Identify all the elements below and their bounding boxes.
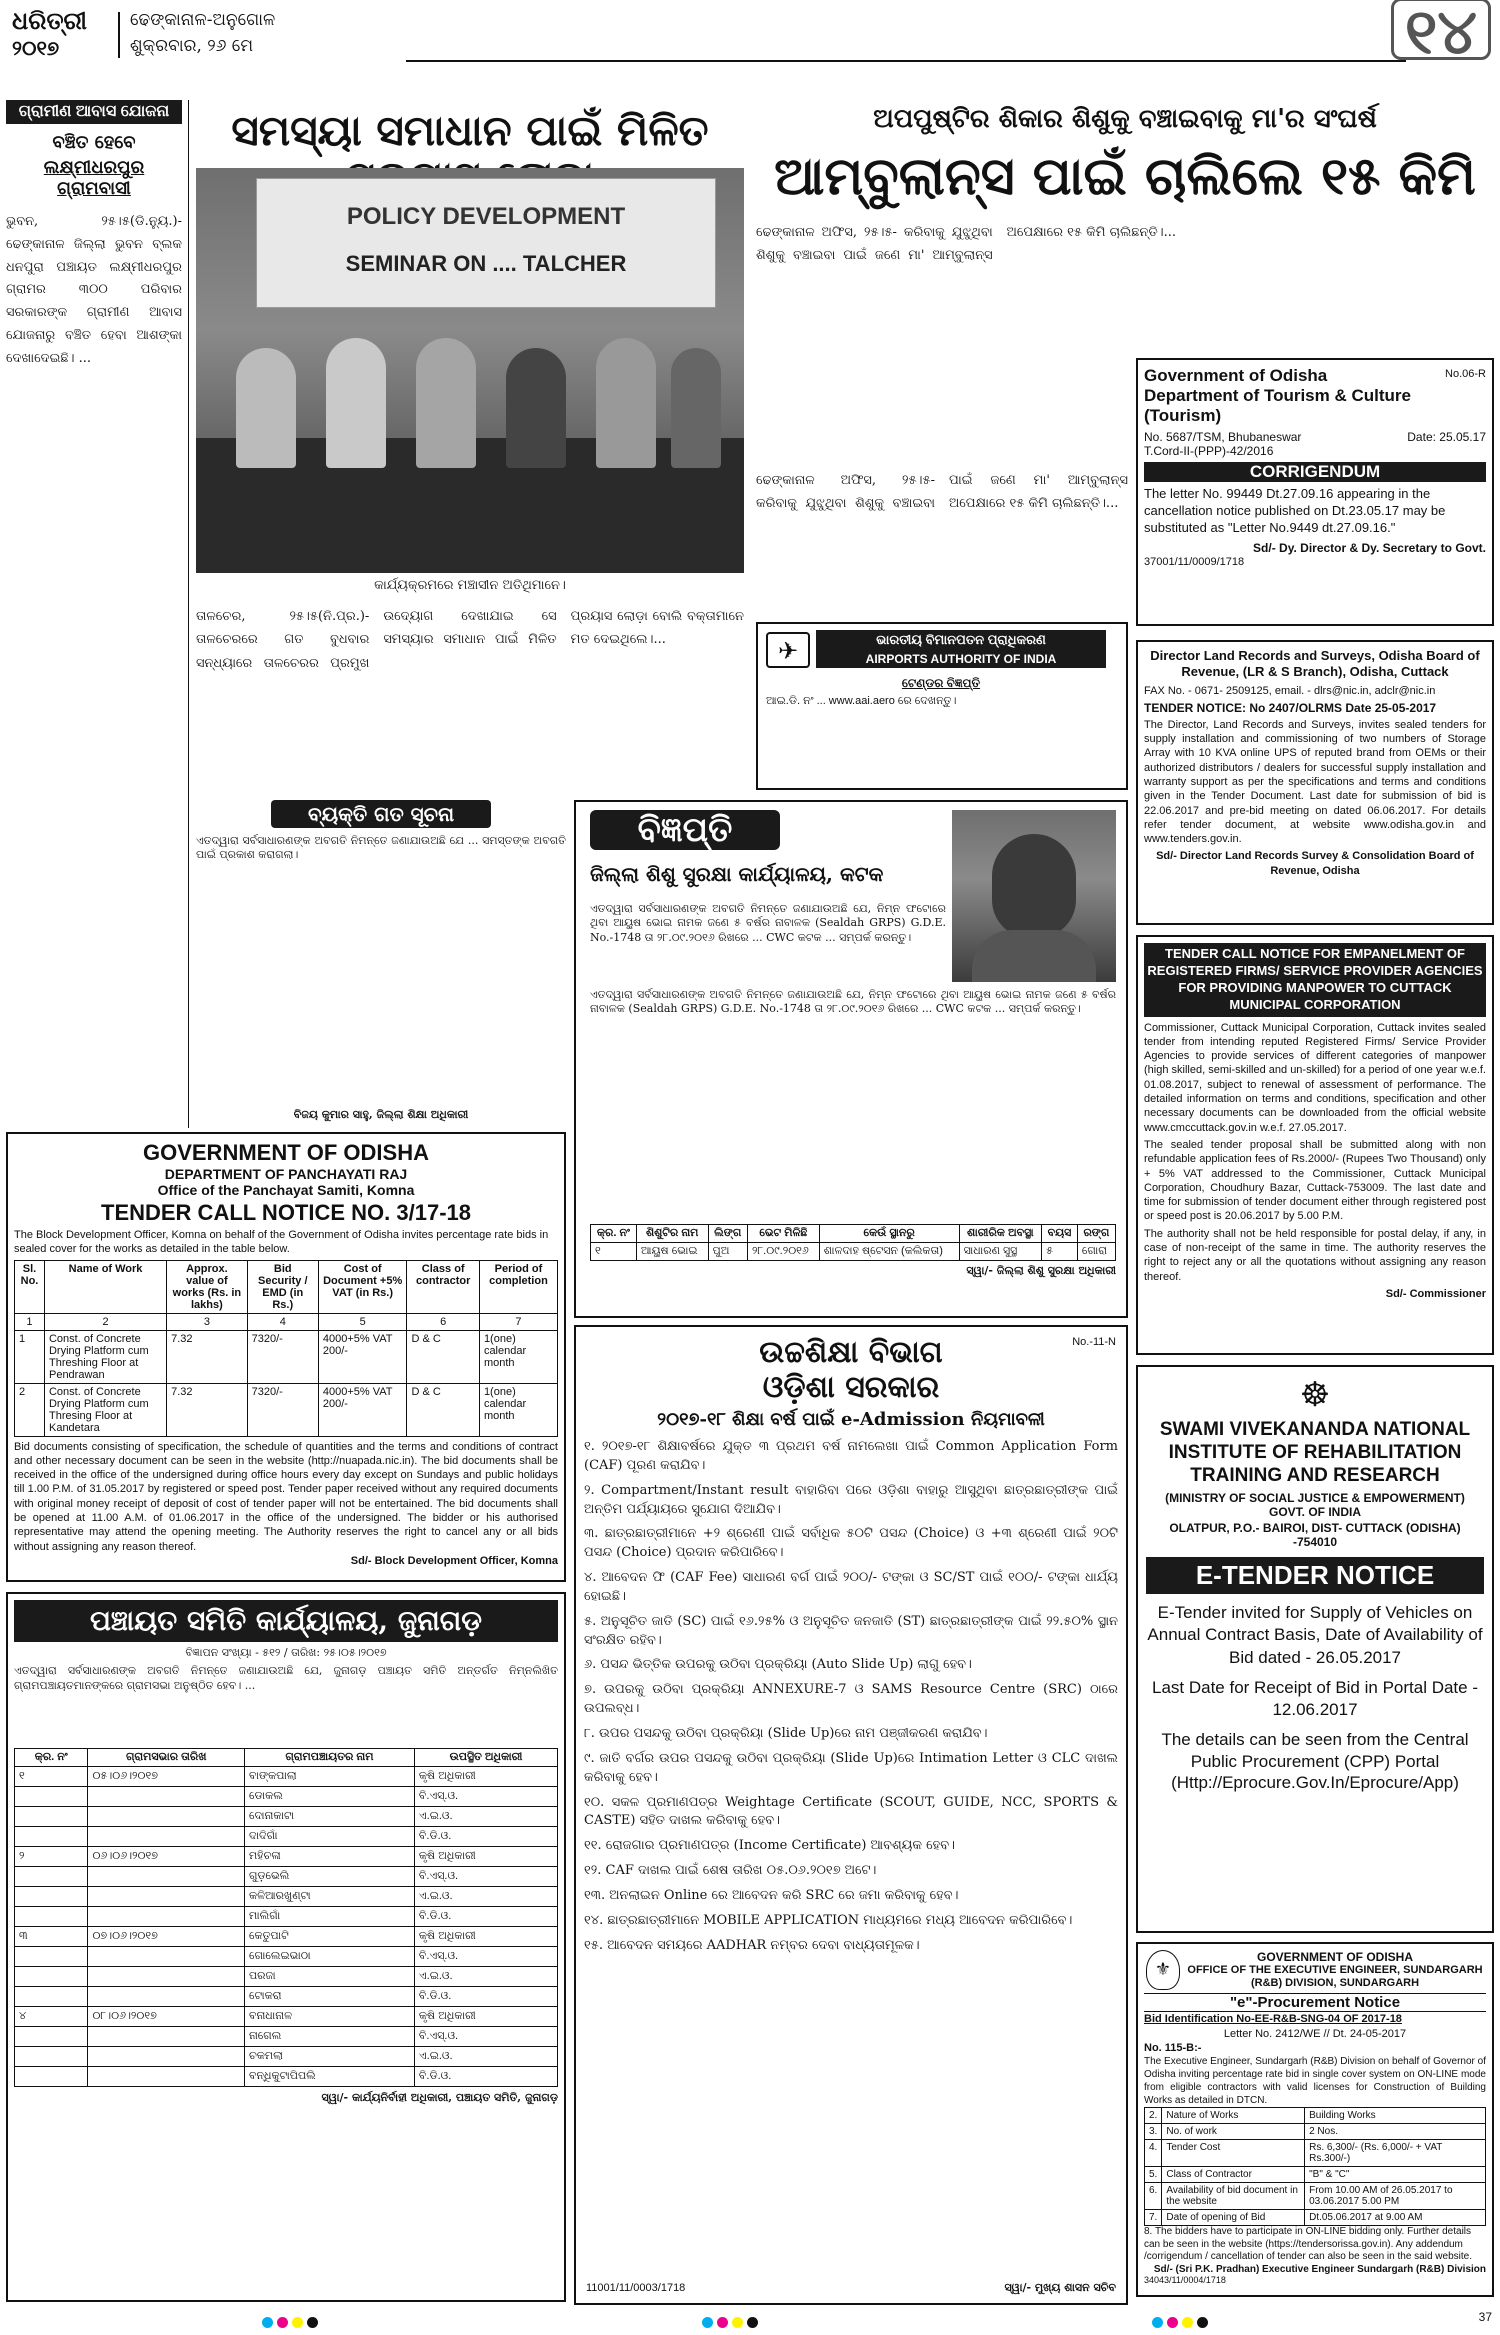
list-item: ୩. ଛାତ୍ରଛାତ୍ରୀମାନେ +୨ ଶ୍ରେଣୀ ପାଇଁ ସର୍ବାଧିକ ୫୦ଟି ପସନ୍ଦ (Choice) ଓ +୩ ଶ୍ରେଣୀ ପାଇଁ ୨୦ଟି ପସନ୍ଦ (Choice) ପ୍ରଦାନ କରିପାରିବେ। bbox=[584, 1526, 1118, 1561]
lead-body: ଭୁବନ, ୨୫।୫(ଡି.ନ୍ୟୁ.)- ଢେଙ୍କାନାଳ ଜିଲ୍ଲା ଭୁବନ ବ୍ଲକ ଧନପୁରା ପଞ୍ଚାୟତ ଲକ୍ଷ୍ମୀଧରପୁର ଗ୍ରାମର ୩୦୦ ପରିବାର ସରକାରଙ୍କ ଗ୍ରାମୀଣ ଆବାସ ଯୋଜନାରୁ ବଞ୍ଚିତ ହେବା ଆଶଙ୍କା ଦେଖାଦେଇଛି। ... bbox=[6, 214, 182, 366]
tourism-dept: Department of Tourism & Culture (Tourism) bbox=[1144, 386, 1411, 425]
table-row: 6. Availability of bid document in the website From 10.00 AM of 26.05.2017 to 03.06.2017 5.00 PM bbox=[1145, 2183, 1486, 2210]
table-row: ମାଲିଗାଁ ବି.ଡି.ଓ. bbox=[15, 1907, 558, 1927]
svnirtar-notice bbox=[1136, 1365, 1494, 1933]
list-item: ୧. ୨୦୧୭-୧୮ ଶିକ୍ଷାବର୍ଷରେ ଯୁକ୍ତ ୩ ପ୍ରଥମ ବର୍ଷ ନାମଲେଖା ପାଇଁ Common Application Form (CAF) ପୂରଣ କରାଯିବ। bbox=[584, 1439, 1118, 1473]
ambulance-body-lower: ଢେଙ୍କାନାଳ ଅଫିସ, ୨୫।୫- କରିବାକୁ ଯୁଝୁଥିବା ଶିଶୁକୁ ବଞ୍ଚାଇବା ପାଇଁ ଜଣେ ମା' ଆମ୍ବୁଲାନ୍ସ ଅପେକ୍ଷାରେ ୧୫ କିମି ଚାଲିଛନ୍ତି।... bbox=[756, 473, 1128, 511]
masthead-date: ଶୁକ୍ରବାର, ୨୬ ମେ bbox=[130, 36, 254, 56]
aai-body: ଆଇ.ଡି. ନଂ ... www.aai.aero ରେ ଦେଖନ୍ତୁ। bbox=[766, 695, 957, 707]
child-th: ଶାରୀରିକ ଅବସ୍ଥା bbox=[959, 1225, 1042, 1243]
table-row: କଳିଆରଖୁଣ୍ଟା ଏ.ଇ.ଓ. bbox=[15, 1887, 558, 1907]
list-item: ୧୫. ଆବେଦନ ସମୟରେ AADHAR ନମ୍ବର ଦେବା ବାଧ୍ୟତାମୂଳକ। bbox=[584, 1937, 920, 1953]
komna-notice bbox=[6, 1132, 566, 1582]
ambulance-body: ଢେଙ୍କାନାଳ ଅଫିସ, ୨୫।୫- କରିବାକୁ ଯୁଝୁଥିବା ଶିଶୁକୁ ବଞ୍ଚାଇବା ପାଇଁ ଜଣେ ମା' ଆମ୍ବୁଲାନ୍ସ ଅପେକ୍ଷାରେ ୧୫ କିମି ଚାଲିଛନ୍ତି।... bbox=[756, 225, 1176, 263]
list-item: ୧୦. ସକଳ ପ୍ରମାଣପତ୍ର Weightage Certificate (SCOUT, GUIDE, NCC, SPORTS & CASTE) ସହିତ ଦାଖଲ କରିବାକୁ ହେବ। bbox=[584, 1794, 1118, 1829]
table-row: ଦୋନାକାଟା ଏ.ଇ.ଓ. bbox=[15, 1807, 558, 1827]
komna-heading: TENDER CALL NOTICE NO. 3/17-18 bbox=[101, 1200, 471, 1225]
aai-logo-icon: ✈ bbox=[766, 632, 810, 668]
table-row: 4. Tender Cost Rs. 6,300/- (Rs. 6,000/- + VAT Rs.300/-) bbox=[1145, 2140, 1486, 2167]
table-row: ଟୋକରା ବି.ଡି.ଓ. bbox=[15, 1987, 558, 2007]
child-th: ଭେଟ ମିଳିଛି bbox=[747, 1225, 819, 1243]
table-row: ପରଜା ଏ.ଇ.ଓ. bbox=[15, 1967, 558, 1987]
tourism-letter: No. 5687/TSM, Bhubaneswar bbox=[1144, 430, 1302, 444]
komna-body: Bid documents consisting of specification, the schedule of quantities and the terms and conditions of contract and other necessary document can be seen in the website (http://nuapada.nic.in). The bid documents shall be received in the office of the undersigned during office hours every day except on Sundays and public holidays till 1.00 P.M. of 31.05.2017 by registered or speed post. Tender paper received without any required documents with original money receipt of deposit of cost of tender paper will not be entertained. The bid documents shall be opened at 11.00 A.M. of 01.06.2017 in the office of the undersigned. The bidder or his authorised representative may attend the opening meeting. The Authority reserves the right to cancel any or all bids without assigning any reason thereof. bbox=[14, 1440, 558, 1553]
child-body-full: ଏତଦ୍ୱାରା ସର୍ବସାଧାରଣଙ୍କ ଅବଗତି ନିମନ୍ତେ ଜଣାଯାଉଅଛି ଯେ, ନିମ୍ନ ଫଟୋରେ ଥିବା ଆୟୁଷ ଭୋଇ ନାମକ ଜଣେ ୫ ବର୍ଷର ନାବାଳକ (Sealdah GRPS) G.D.E. No.-1748 ତା ୨୮.୦୯.୨୦୧୬ ରିଖରେ ... CWC କଟକ ... ସମ୍ପର୍କ କରନ୍ତୁ। bbox=[590, 988, 1116, 1016]
junagarh-table: କ୍ର. ନଂ ଗ୍ରାମସଭାର ତାରିଖ ଗ୍ରାମପଞ୍ଚାୟତର ନାମ ଉପସ୍ଥିତ ଅଧିକାରୀ ୧ ୦୫।୦୬।୨୦୧୭ ବାଙ୍କପାଲା କୃଷି ଅଧିକାରୀ ଡୋକଲ ବି.ଏସ୍.ଓ. ଦୋନାକାଟା ଏ.ଇ.ଓ. ଦାଦିଗାଁ ବି.ଡି.ଓ. ୨ ୦୬।୦୬।୨୦୧୭ ମହିଚଳା କୃଷି ଅଧିକାରୀ ଗୁଡ଼ଭେଲି ବି.ଏସ୍.ଓ. କଳିଆରଖୁଣ୍ଟା ଏ.ଇ.ଓ. ମାଲିଗାଁ ବି.ଡି.ଓ. ୩ ୦୭।୦୬।୨୦୧୭ କେତୁପାଟି କୃଷି ଅଧିକାରୀ ଗୋଲେଇଭାଠା ବି.ଏସ୍.ଓ. ପରଜା ଏ.ଇ.ଓ. ଟୋକରା ବି.ଡି.ଓ. ୪ ୦୮।୦୬।୨୦୧୭ ବନାଧାନାଳ କୃଷି ଅଧିକାରୀ ନାଗେଲ ବି.ଏସ୍.ଓ. ଚକମଲା ଏ.ଇ.ଓ. ବନ୍ଧିକୁଟାପିପଲି ବି.ଡି.ଓ. bbox=[14, 1748, 558, 2087]
svnirtar-url: (Http://Eprocure.Gov.In/Eprocure/App) bbox=[1171, 1773, 1459, 1793]
seminar-story-body: ତାଳଚେର, ୨୫।୫(ନି.ପ୍ର.)- ତାଳଚେରରେ ଗତ ବୁଧବାର ସନ୍ଧ୍ୟାରେ ତାଳଚେରର ପ୍ରମୁଖ ଉଦ୍ୟୋଗ ଦେଖାଯାଇ ସେ ସମସ୍ୟାର ସମାଧାନ ପାଇଁ ମିଳିତ ପ୍ରୟାସ ଲୋଡ଼ା ବୋଲି ବକ୍ତାମାନେ ମତ ଦେଇଥିଲେ।... bbox=[196, 609, 744, 671]
list-item: ୬. ପସନ୍ଦ ଭିତ୍ତିକ ଉପରକୁ ଉଠିବା ପ୍ରକ୍ରିୟା (Auto Slide Up) ଲାଗୁ ହେବ। bbox=[584, 1657, 972, 1673]
sundargarh-notice bbox=[1136, 1942, 1494, 2297]
komna-table: Sl. No. Name of Work Approx. value of works (Rs. in lakhs) Bid Security / EMD (in Rs.) Cost of Document +5% VAT (in Rs.) Class of contractor Period of completion 1 2 3 4 5 6 7 1 Const. of Concrete Drying Platform cum Threshing Floor at Pendrawan 7.32 7320/- 4000+5% VAT 200/- D & C 1(one) calendar month 2 Const. of Concrete Drying Platform cum Thresing Floor at Kandetara 7.32 7320/- 4000+5% VAT 200/- D & C 1(one) calendar month bbox=[14, 1260, 558, 1437]
list-item: ୧୩. ଅନଲାଇନ Online ରେ ଆବେଦନ କରି SRC ରେ ଜମା କରିବାକୁ ହେବ। bbox=[584, 1887, 959, 1903]
komna-office: Office of the Panchayat Samiti, Komna bbox=[157, 1182, 415, 1198]
table-row: ଗୋଲେଇଭାଠା ବି.ଏସ୍.ଓ. bbox=[15, 1947, 558, 1967]
ambulance-kicker: ଅପପୁଷ୍ଟିର ଶିକାର ଶିଶୁକୁ ବଞ୍ଚାଇବାକୁ ମା'ର ସଂଘର୍ଷ bbox=[873, 104, 1377, 134]
section-label: ଗ୍ରାମୀଣ ଆବାସ ଯୋଜନା bbox=[6, 100, 182, 124]
list-item: ୧୪. ଛାତ୍ରଛାତ୍ରୀମାନେ MOBILE APPLICATION ମାଧ୍ୟମରେ ମଧ୍ୟ ଆବେଦନ କରିପାରିବେ। bbox=[584, 1912, 1073, 1928]
aai-notice bbox=[756, 622, 1128, 790]
junagarh-body: ଏତଦ୍ୱାରା ସର୍ବସାଧାରଣଙ୍କ ଅବଗତି ନିମନ୍ତେ ଜଣାଯାଉଅଛି ଯେ, ଜୁନାଗଡ଼ ପଞ୍ଚାୟତ ସମିତି ଅନ୍ତର୍ଗତ ନିମ୍ନଲିଖିତ ଗ୍ରାମପଞ୍ଚାୟତମାନଙ୍କରେ ଗ୍ରାମସଭା ଅନୁଷ୍ଠିତ ହେବ। ... bbox=[14, 1664, 558, 1692]
junagarh-notice bbox=[6, 1592, 566, 2302]
komna-gov: GOVERNMENT OF ODISHA bbox=[142, 1140, 429, 1165]
table-row: 1 Const. of Concrete Drying Platform cum Threshing Floor at Pendrawan 7.32 7320/- 4000+5% VAT 200/- D & C 1(one) calendar month bbox=[15, 1330, 558, 1383]
list-item: ୭. ଉପରକୁ ଉଠିବା ପ୍ରକ୍ରିୟା ANNEXURE-7 ଓ SAMS Resource Centre (SRC) ଠାରେ ଉପଲବ୍ଧ। bbox=[584, 1682, 1118, 1717]
photo-caption: କାର୍ଯ୍ୟକ୍ରମରେ ମଞ୍ଚାସୀନ ଅତିଥିମାନେ। bbox=[374, 578, 566, 593]
svnirtar-address: OLATPUR, P.O.- BAIROI, DIST- CUTTACK (ODISHA) -754010 bbox=[1169, 1521, 1461, 1550]
table-row: ୩ ୦୭।୦୬।୨୦୧୭ କେତୁପାଟି କୃଷି ଅଧିକାରୀ bbox=[15, 1927, 558, 1947]
sundargarh-sign: Sd/- (Sri P.K. Pradhan) Executive Engineer Sundargarh (R&B) Division bbox=[1153, 2263, 1486, 2275]
child-sign: ସ୍ୱା/- ଜିଲ୍ଲା ଶିଶୁ ସୁରକ୍ଷା ଅଧିକାରୀ bbox=[966, 1264, 1116, 1277]
svnirtar-name: SWAMI VIVEKANANDA NATIONAL INSTITUTE OF REHABILITATION TRAINING AND RESEARCH bbox=[1159, 1419, 1471, 1486]
personal-body: ଏତଦ୍ୱାରା ସର୍ବସାଧାରଣଙ୍କ ଅବଗତି ନିମନ୍ତେ ଜଣାଯାଉଅଛି ଯେ ... ସମସ୍ତଙ୍କ ଅବଗତି ପାଇଁ ପ୍ରକାଶ କରାଗଲା। bbox=[196, 834, 566, 862]
child-th: ଲିଙ୍ଗ bbox=[708, 1225, 747, 1243]
sundargarh-letter: Letter No. 2412/WE // Dt. 24-05-2017 bbox=[1223, 2027, 1407, 2040]
sundargarh-office: OFFICE OF THE EXECUTIVE ENGINEER, SUNDARGARH (R&B) DIVISION, SUNDARGARH bbox=[1187, 1964, 1483, 1990]
svnirtar-logo-icon: ☸ bbox=[1299, 1375, 1331, 1415]
dlrs-notice bbox=[1136, 640, 1494, 925]
child-photo bbox=[952, 810, 1116, 982]
tourism-sign: Sd/- Dy. Director & Dy. Secretary to Govt. bbox=[1253, 540, 1486, 555]
child-notice bbox=[574, 800, 1128, 1318]
ambulance-headline: ଆମ୍ବୁଲାନ୍ସ ପାଇଁ ଚାଲିଲେ ୧୫ କିମି bbox=[774, 146, 1476, 207]
cmc-notice bbox=[1136, 935, 1494, 1355]
dlrs-contact: FAX No. - 0671- 2509125, email. - dlrs@nic.in, adclr@nic.in bbox=[1144, 684, 1436, 697]
svnirtar-body-2: Last Date for Receipt of Bid in Portal Date - 12.06.2017 bbox=[1152, 1677, 1478, 1719]
cmc-sign: Sd/- Commissioner bbox=[1385, 1287, 1486, 1300]
list-item: ୯. ଜାତି ବର୍ଗର ଉପର ପସନ୍ଦକୁ ଉଠିବା ପ୍ରକ୍ରିୟା (Slide Up)ରେ Intimation Letter ଓ CLC ଦାଖଲ କରିବାକୁ ହେବ। bbox=[584, 1750, 1118, 1785]
black-dot bbox=[307, 2317, 318, 2328]
child-th: ବୟସ bbox=[1042, 1225, 1078, 1243]
table-row: ନାଗେଲ ବି.ଏସ୍.ଓ. bbox=[15, 2027, 558, 2047]
sundargarh-code: 34043/11/0004/1718 bbox=[1144, 2274, 1226, 2285]
cmc-body-2: The sealed tender proposal shall be submitted along with non refundable application fees of Rs.2000/- (Rupees Two Thousand) only + 5% VAT addressed to the Commissioner, Cuttack Municipal Corporation, Choudhury Bazar, Cuttack-753009. The last date and time for submission of tender document either through registered post or speed post is 20.06.2017 by 5.00 P.M. bbox=[1144, 1138, 1486, 1223]
table-row: 5. Class of Contractor "B" & "C" bbox=[1145, 2167, 1486, 2183]
junagarh-ref: ବିଜ୍ଞାପନ ସଂଖ୍ୟା - ୫୧୨ / ତାରିଖ: ୨୫।୦୫।୨୦୧୭ bbox=[185, 1646, 387, 1659]
junagarh-heading: ପଞ୍ଚାୟତ ସମିତି କାର୍ଯ୍ୟାଳୟ, ଜୁନାଗଡ଼ bbox=[14, 1600, 558, 1642]
magenta-dot bbox=[277, 2317, 288, 2328]
seminar-photo bbox=[196, 168, 744, 573]
komna-intro: The Block Development Officer, Komna on behalf of the Government of Odisha invites percentage rate bids in sealed cover for the works as detailed in the table below. bbox=[14, 1229, 549, 1256]
dlrs-title: Director Land Records and Surveys, Odisha Board of Revenue, (LR & S Branch), Odisha, Cuttack bbox=[1150, 648, 1480, 680]
higher-ed-heading-1: ଉଚ୍ଚଶିକ୍ଷା ବିଭାଗ bbox=[759, 1335, 943, 1370]
table-row: ଗୁଡ଼ଭେଲି ବି.ଏସ୍.ଓ. bbox=[15, 1867, 558, 1887]
masthead-year: ୨୦୧୭ bbox=[12, 36, 60, 60]
child-table bbox=[590, 1224, 1116, 1261]
yellow-dot bbox=[292, 2317, 303, 2328]
personal-sign: ବିଜୟ କୁମାର ସାହୁ, ଜିଲ୍ଲା ଶିକ୍ଷା ଅଧିକାରୀ bbox=[293, 1108, 469, 1121]
tourism-ref: No.06-R bbox=[1445, 368, 1486, 380]
child-th: କ୍ର. ନଂ bbox=[591, 1225, 637, 1243]
lead-kicker: ବଞ୍ଚିତ ହେବେ bbox=[52, 132, 136, 153]
table-row: ୧ ୦୫।୦୬।୨୦୧୭ ବାଙ୍କପାଲା କୃଷି ଅଧିକାରୀ bbox=[15, 1767, 558, 1787]
personal-heading: ବ୍ୟକ୍ତି ଗତ ସୂଚନା bbox=[271, 800, 491, 828]
sundargarh-gov: GOVERNMENT OF ODISHA bbox=[1256, 1950, 1413, 1964]
child-th: ରଙ୍ଗ bbox=[1077, 1225, 1115, 1243]
cyan-dot bbox=[262, 2317, 273, 2328]
child-th: କେଉଁ ସ୍ଥାନରୁ bbox=[819, 1225, 959, 1243]
higher-ed-notice bbox=[574, 1325, 1128, 2305]
aai-title-en: AIRPORTS AUTHORITY OF INDIA bbox=[816, 650, 1106, 668]
odisha-emblem-icon: ⚜ bbox=[1146, 1950, 1180, 1990]
table-row: ଦାଦିଗାଁ ବି.ଡି.ଓ. bbox=[15, 1827, 558, 1847]
child-subheading: ଜିଲ୍ଲା ଶିଶୁ ସୁରକ୍ଷା କାର୍ଯ୍ୟାଳୟ, କଟକ bbox=[590, 862, 884, 886]
masthead bbox=[6, 0, 1494, 68]
higher-ed-code: 11001/11/0003/1718 bbox=[586, 2281, 686, 2294]
higher-ed-heading-2: ଓଡ଼ିଶା ସରକାର bbox=[762, 1370, 940, 1405]
table-row: ୨ ୦୬।୦୬।୨୦୧୭ ମହିଚଳା କୃଷି ଅଧିକାରୀ bbox=[15, 1847, 558, 1867]
sundargarh-note: 8. The bidders have to participate in ON-LINE bidding only. Further details can be seen in the website (https://tendersorissa.gov.in). Any addendum /corrigendum / cancellation of tender can also be seen in the said website. bbox=[1144, 2226, 1472, 2263]
table-row: 2 Const. of Concrete Drying Platform cum Thresing Floor at Kandetara 7.32 7320/- 4000+5% VAT 200/- D & C 1(one) calendar month bbox=[15, 1383, 558, 1436]
list-item: ୧୨. CAF ଦାଖଲ ପାଇଁ ଶେଷ ତାରିଖ ୦୫.୦୬.୨୦୧୭ ଅଟେ। bbox=[584, 1863, 877, 1879]
child-heading: ବିଜ୍ଞପ୍ତି bbox=[590, 810, 780, 850]
list-item: ୧୧. ରୋଜଗାର ପ୍ରମାଣପତ୍ର (Income Certificate) ଆବଶ୍ୟକ ହେବ। bbox=[584, 1838, 955, 1854]
paper-name: ଧରିତ୍ରୀ bbox=[12, 6, 87, 35]
cmc-body: Commissioner, Cuttack Municipal Corporation, Cuttack invites sealed tender from intending reputed Registered Firms/ Service Provider Agencies to provide services of different categories of manpower (high skilled, semi-skilled and un-skilled) for a period of one year w.e.f. 01.08.2017, subject to renewal of assessment of performance. The detailed information on terms and conditions, specification and other necessary documents can be downloaded from the official website www.cmccuttack.gov.in w.e.f. 27.05.2017. bbox=[1144, 1021, 1486, 1134]
masthead-region: ଢେଙ୍କାନାଳ-ଅନୁଗୋଳ bbox=[130, 10, 276, 30]
tourism-gov: Government of Odisha bbox=[1144, 366, 1328, 385]
junagarh-sign: ସ୍ୱା/- କାର୍ଯ୍ୟନିର୍ବାହୀ ଅଧିକାରୀ, ପଞ୍ଚାୟତ ସମିତି, ଜୁନାଗଡ଼ bbox=[321, 2091, 558, 2105]
tourism-body: The letter No. 99449 Dt.27.09.16 appearing in the cancellation notice published on Dt.23.05.17 may be substituted as "Letter No.9449 dt.27.09.16." bbox=[1144, 486, 1446, 535]
list-item: ୨. Compartment/Instant result ବାହାରିବା ପରେ ଓଡ଼ିଶା ବାହାରୁ ଆସୁଥିବା ଛାତ୍ରଛାତ୍ରୀଙ୍କ ପାଇଁ ଅନ୍ତିମ ପର୍ଯ୍ୟାୟରେ ସୁଯୋଗ ଦିଆଯିବ। bbox=[584, 1482, 1118, 1517]
sundargarh-heading: "e"-Procurement Notice bbox=[1144, 1993, 1486, 2012]
dlrs-tender-no: TENDER NOTICE: No 2407/OLRMS Date 25-05-2017 bbox=[1144, 700, 1437, 715]
lead-story bbox=[6, 100, 182, 1128]
dlrs-sign: Sd/- Director Land Records Survey & Consolidation Board of Revenue, Odisha bbox=[1156, 850, 1474, 877]
komna-sign: Sd/- Block Development Officer, Komna bbox=[350, 1554, 558, 1567]
footer-page-no: 37 bbox=[1478, 2310, 1492, 2324]
table-row: ଡୋକଲ ବି.ଏସ୍.ଓ. bbox=[15, 1787, 558, 1807]
svnirtar-body-1: E-Tender invited for Supply of Vehicles on Annual Contract Basis, Date of Availability of Bid dated - 26.05.2017 bbox=[1147, 1603, 1483, 1667]
lead-subhead: ଲକ୍ଷ୍ମୀଧରପୁର ଗ୍ରାମବାସୀ bbox=[43, 157, 145, 199]
table-row: 7. Date of opening of Bid Dt.05.06.2017 at 9.00 AM bbox=[1145, 2210, 1486, 2226]
page-number: ୧୪ bbox=[1391, 0, 1491, 60]
tourism-heading: CORRIGENDUM bbox=[1144, 462, 1486, 482]
table-row: 2. Nature of Works Building Works bbox=[1145, 2108, 1486, 2124]
cmc-body-3: The authority shall not be held responsible for postal delay, if any, in case of non-receipt of the same in time. The authority reserves the right to reject any or all the quotations without assigning any reason thereof. bbox=[1144, 1227, 1486, 1283]
aai-subtitle: ଟେଣ୍ଡର ବିଜ୍ଞପ୍ତି bbox=[901, 676, 981, 690]
list-item: ୪. ଆବେଦନ ଫି (CAF Fee) ସାଧାରଣ ବର୍ଗ ପାଇଁ ୨୦୦/- ଟଙ୍କା ଓ SC/ST ପାଇଁ ୧୦୦/- ଟଙ୍କା ଧାର୍ଯ୍ୟ ହୋଇଛି। bbox=[584, 1570, 1118, 1604]
sundargarh-no: No. 115-B:- bbox=[1144, 2041, 1202, 2054]
child-th: ଶିଶୁଟିର ନାମ bbox=[636, 1225, 708, 1243]
color-dots bbox=[260, 2313, 320, 2332]
svnirtar-body-3: The details can be seen from the Central Public Procurement (CPP) Portal bbox=[1161, 1729, 1469, 1771]
personal-notice bbox=[196, 800, 566, 1130]
tourism-date: Date: 25.05.17 bbox=[1407, 430, 1486, 444]
table-row: ଚକମଲା ଏ.ଇ.ଓ. bbox=[15, 2047, 558, 2067]
tourism-notice bbox=[1136, 358, 1494, 626]
aai-title-odia: ଭାରତୀୟ ବିମାନପତନ ପ୍ରାଧିକରଣ bbox=[816, 630, 1106, 650]
sundargarh-intro: The Executive Engineer, Sundargarh (R&B) Division on behalf of Governor of Odisha inviting percentage rate bid in single cover system on ON-LINE mode from eligible contractors with valid licenses for Construction of Building Works as detailed in DTCN. bbox=[1144, 2056, 1486, 2107]
higher-ed-list bbox=[584, 1438, 1118, 1955]
table-row: ୧ ଆୟୁଷ ଭୋଇ ପୁଅ ୨୮.୦୯.୨୦୧୬ ଶାଳଦାହ ଷ୍ଟେସନ (କଲିକତା) ସାଧାରଣ ସୁସ୍ଥ ୫ ଗୋରା bbox=[591, 1243, 1116, 1261]
photo-sub-text: SEMINAR ON .... TALCHER bbox=[345, 251, 627, 276]
sundargarh-bid-id: Bid Identification No-EE-R&B-SNG-04 OF 2017-18 bbox=[1144, 2013, 1402, 2026]
higher-ed-subheading: ୨୦୧୭-୧୮ ଶିକ୍ଷା ବର୍ଷ ପାଇଁ e-Admission ନିୟମାବଳୀ bbox=[657, 1409, 1045, 1430]
registration-marks bbox=[0, 2310, 1500, 2330]
child-body: ଏତଦ୍ୱାରା ସର୍ବସାଧାରଣଙ୍କ ଅବଗତି ନିମନ୍ତେ ଜଣାଯାଉଅଛି ଯେ, ନିମ୍ନ ଫଟୋରେ ଥିବା ଆୟୁଷ ଭୋଇ ନାମକ ଜଣେ ୫ ବର୍ଷର ନାବାଳକ (Sealdah GRPS) G.D.E. No.-1748 ତା ୨୮.୦୯.୨୦୧୬ ରିଖରେ ... CWC କଟକ ... ସମ୍ପର୍କ କରନ୍ତୁ। bbox=[590, 902, 946, 944]
dlrs-body: The Director, Land Records and Surveys, invites sealed tenders for supply installation and commissioning of two numbers of Storage Array with 10 KVA online UPS of reputed brand from OEMs or their authorized distributors / dealers for successful supply installation and warranty support as per the specifications and terms and conditions given in the Tender Document. Last date for submission of bid is 22.06.2017 and pre-bid meeting on dated 06.06.2017. For details refer tender document, at website www.odisha.gov.in and www.tenders.gov.in. bbox=[1144, 718, 1486, 846]
list-item: ୫. ଅନୁସୂଚିତ ଜାତି (SC) ପାଇଁ ୧୬.୨୫% ଓ ଅନୁସୂଚିତ ଜନଜାତି (ST) ଛାତ୍ରଛାତ୍ରୀଙ୍କ ପାଇଁ ୨୨.୫୦% ସ୍ଥାନ ସଂରକ୍ଷିତ ରହିବ। bbox=[584, 1613, 1118, 1648]
cmc-heading: TENDER CALL NOTICE FOR EMPANELMENT OF REGISTERED FIRMS/ SERVICE PROVIDER AGENCIES FOR PROVIDING MANPOWER TO CUTTACK MUNICIPAL CORPORATION bbox=[1144, 943, 1486, 1017]
main-headline: ସମସ୍ୟା ସମାଧାନ ପାଇଁ ମିଳିତ bbox=[231, 106, 709, 155]
tourism-file: T.Cord-II-(PPP)-42/2016 bbox=[1144, 444, 1274, 458]
svnirtar-ministry: (MINISTRY OF SOCIAL JUSTICE & EMPOWERMENT) GOVT. OF INDIA bbox=[1165, 1491, 1465, 1520]
table-row: ବନ୍ଧିକୁଟାପିପଲି ବି.ଡି.ଓ. bbox=[15, 2067, 558, 2087]
sundargarh-table bbox=[1144, 2107, 1486, 2226]
list-item: ୮. ଉପର ପସନ୍ଦକୁ ଉଠିବା ପ୍ରକ୍ରିୟା (Slide Up)ରେ ନାମ ପଞ୍ଜୀକରଣ କରାଯିବ। bbox=[584, 1725, 988, 1741]
tourism-code: 37001/11/0009/1718 bbox=[1144, 555, 1245, 568]
table-row: 3. No. of work 2 Nos. bbox=[1145, 2124, 1486, 2140]
photo-banner-text: POLICY DEVELOPMENT bbox=[346, 203, 626, 230]
komna-dept: DEPARTMENT OF PANCHAYATI RAJ bbox=[164, 1166, 408, 1182]
table-row: ୪ ୦୮।୦୬।୨୦୧୭ ବନାଧାନାଳ କୃଷି ଅଧିକାରୀ bbox=[15, 2007, 558, 2027]
higher-ed-ref: No.-11-N bbox=[1072, 1336, 1116, 1348]
higher-ed-sign: ସ୍ୱା/- ମୁଖ୍ୟ ଶାସନ ସଚିବ bbox=[1004, 2280, 1116, 2294]
svnirtar-heading: E-TENDER NOTICE bbox=[1146, 1557, 1484, 1594]
